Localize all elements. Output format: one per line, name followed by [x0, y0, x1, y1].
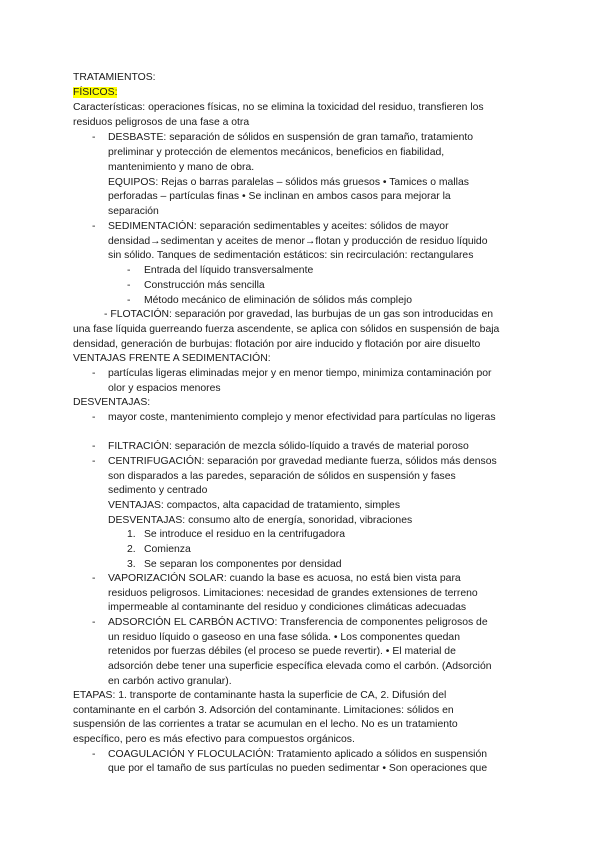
step-number: 1.	[127, 529, 136, 540]
flotacion-line-1: - FLOTACIÓN: separación por gravedad, las burbujas de un gas son introducidas en	[104, 309, 494, 320]
desventajas-title: DESVENTAJAS:	[73, 397, 151, 408]
coagulacion-line-1: COAGULACIÓN Y FLOCULACIÓN: Tratamiento aplicado a sólidos en suspensión	[108, 749, 488, 760]
section-fisicos	[73, 86, 117, 101]
bullet-dash: -	[92, 617, 96, 628]
sedimentacion-line-3: sin sólido. Tanques de sedimentación estáticos: sin recirculación: rectangulares	[108, 250, 474, 261]
sedimentacion-item-1: Entrada del líquido transversalmente	[144, 265, 314, 276]
adsorcion-line-4: adsorción debe tener una superficie específica elevada como el carbón. (Adsorción	[108, 661, 492, 672]
bullet-dash: -	[92, 573, 96, 584]
filtracion-line: FILTRACIÓN: separación de mezcla sólido-líquido a través de material poroso	[108, 441, 469, 452]
equipos-line-1: EQUIPOS: Rejas o barras paralelas – sólidos más gruesos • Tamices o mallas	[108, 177, 469, 188]
etapas-line-4: específico, pero es más efectivo para compuestos orgánicos.	[73, 734, 355, 745]
etapas-line-1: ETAPAS: 1. transporte de contaminante hasta la superficie de CA, 2. Difusión del	[73, 690, 447, 701]
sedimentacion-item-2: Construcción más sencilla	[144, 280, 265, 291]
bullet-dash: -	[92, 749, 96, 760]
vaporizacion-line-3: impermeable al contaminante del residuo y condiciones climáticas adecuadas	[108, 602, 467, 613]
ventajas-item-line-1: partículas ligeras eliminadas mejor y en menor tiempo, minimiza contaminación por	[108, 368, 492, 379]
caracteristicas-line-1: Características: operaciones físicas, no se elimina la toxicidad del residuo, transfieren los	[73, 102, 484, 113]
equipos-line-3: separación	[108, 206, 159, 217]
step-text: Se separan los componentes por densidad	[144, 559, 342, 570]
desbaste-line-3: mantenimiento y mano de obra.	[108, 162, 255, 173]
sub-bullet-dash: -	[127, 265, 131, 276]
centrifugacion-line-2: son disparados a las paredes, separación de sólidos en suspensión y fases	[108, 471, 456, 482]
bullet-dash: -	[92, 456, 96, 467]
step-number: 3.	[127, 559, 136, 570]
adsorcion-line-1: ADSORCIÓN EL CARBÓN ACTIVO: Transferencia de componentes peligrosos de	[108, 617, 488, 628]
section-fisicos-highlight: FÍSICOS:	[73, 87, 118, 98]
bullet-dash: -	[92, 412, 96, 423]
etapas-line-2: contaminante en el carbón 3. Adsorción del contaminante. Limitaciones: sólidos en	[73, 705, 454, 716]
etapas-line-3: suspensión de las corrientes a tratar se acumulan en el lecho. No es un tratamiento	[73, 719, 458, 730]
vaporizacion-line-2: residuos peligrosos. Limitaciones: necesidad de grandes extensiones de terreno	[108, 588, 478, 599]
bullet-dash: -	[92, 221, 96, 232]
centrifugacion-line-1: CENTRIFUGACIÓN: separación por gravedad mediante fuerza, sólidos más densos	[108, 456, 497, 467]
adsorcion-line-5: en carbón activo granular).	[108, 676, 232, 687]
bullet-dash: -	[92, 441, 96, 452]
ventajas-item-line-2: olor y espacios menores	[108, 383, 221, 394]
centrifugacion-desventajas: DESVENTAJAS: consumo alto de energía, sonoridad, vibraciones	[108, 515, 413, 526]
centrifugacion-ventajas: VENTAJAS: compactos, alta capacidad de tratamiento, simples	[108, 500, 401, 511]
sedimentacion-line-2: densidad→sedimentan y aceites de menor→flotan y producción de residuo líquido	[108, 236, 488, 247]
sub-bullet-dash: -	[127, 295, 131, 306]
centrifugacion-line-3: sedimento y centrado	[108, 485, 208, 496]
adsorcion-line-2: un residuo líquido o gaseoso en una fase sólida. • Los componentes quedan	[108, 632, 460, 643]
adsorcion-line-3: retenidos por fuerzas débiles (el proceso se puede revertir). • El material de	[108, 646, 456, 657]
desventajas-item: mayor coste, mantenimiento complejo y menor efectividad para partículas no ligeras	[108, 412, 496, 423]
sub-bullet-dash: -	[127, 280, 131, 291]
caracteristicas-line-2: residuos peligrosos de una fase a otra	[73, 117, 250, 128]
step-number: 2.	[127, 544, 136, 555]
flotacion-line-3: densidad, generación de burbujas: flotación por aire inducido y flotación por aire disuelto	[73, 339, 481, 350]
bullet-dash: -	[92, 368, 96, 379]
flotacion-line-2: una fase líquida guerreando fuerza ascendente, se aplica con sólidos en suspensión de baja	[73, 324, 500, 335]
ventajas-title: VENTAJAS FRENTE A SEDIMENTACIÓN:	[73, 353, 271, 364]
doc-title: TRATAMIENTOS:	[73, 72, 156, 83]
bullet-dash: -	[92, 132, 96, 143]
sedimentacion-line-1: SEDIMENTACIÓN: separación sedimentables y aceites: sólidos de mayor	[108, 221, 449, 232]
vaporizacion-line-1: VAPORIZACIÓN SOLAR: cuando la base es acuosa, no está bien vista para	[108, 573, 461, 584]
desbaste-line-2: preliminar y protección de elementos mecánicos, beneficios en fiabilidad,	[108, 147, 445, 158]
coagulacion-line-2: que por el tamaño de sus partículas no pueden sedimentar • Son operaciones que	[108, 763, 488, 774]
step-text: Comienza	[144, 544, 191, 555]
sedimentacion-item-3: Método mecánico de eliminación de sólidos más complejo	[144, 295, 412, 306]
step-text: Se introduce el residuo en la centrifugadora	[144, 529, 346, 540]
desbaste-line-1: DESBASTE: separación de sólidos en suspensión de gran tamaño, tratamiento	[108, 132, 474, 143]
equipos-line-2: perforadas – partículas finas • Se inclinan en ambos casos para mejorar la	[108, 191, 451, 202]
